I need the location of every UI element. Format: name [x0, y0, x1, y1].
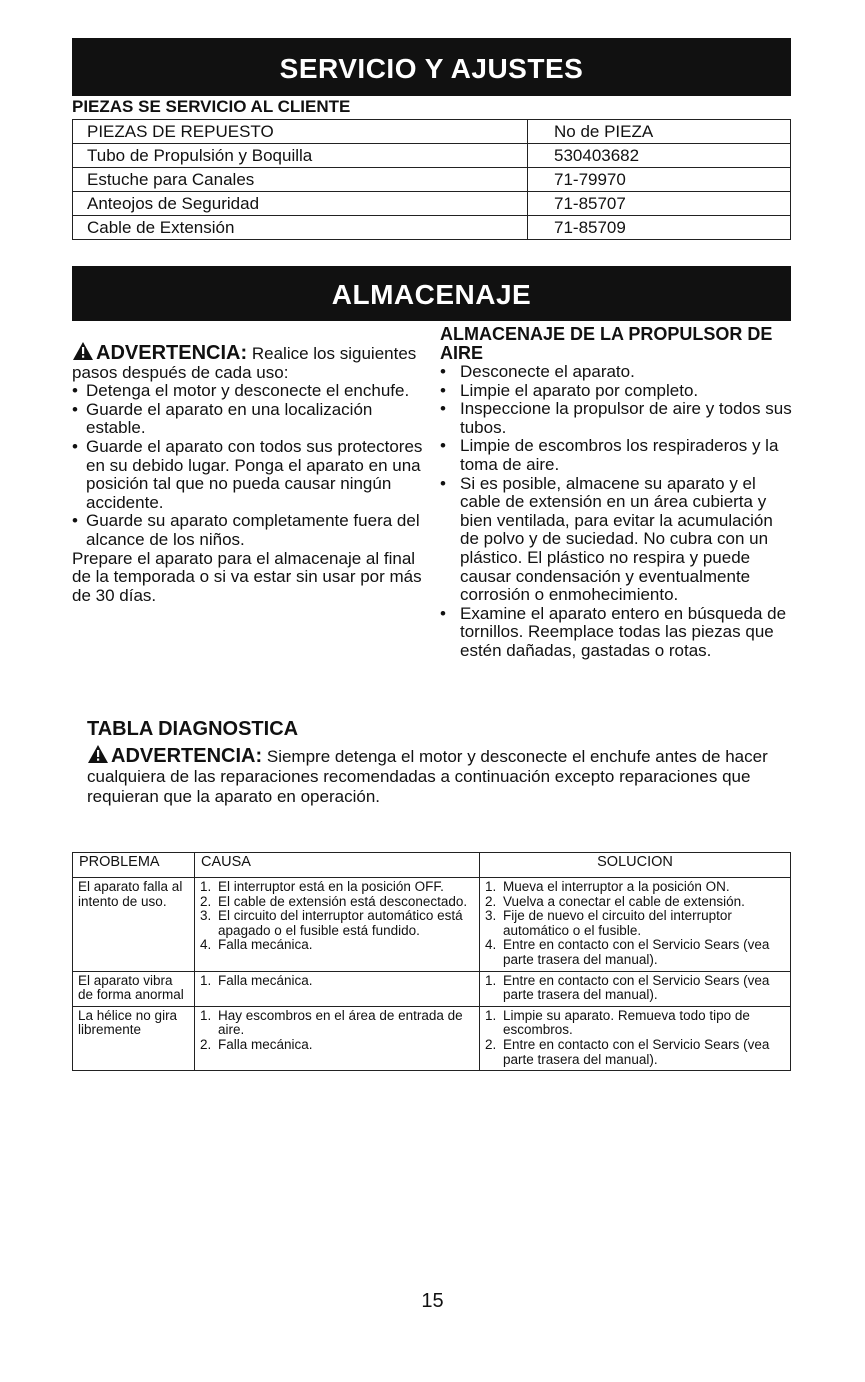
blower-storage-heading: ALMACENAJE DE LA PROPULSOR DE AIRE	[440, 324, 773, 363]
warning-triangle-icon	[72, 341, 94, 361]
part-name: Tubo de Propulsión y Boquilla	[73, 144, 528, 168]
warning-text: Siempre detenga el motor y desconecte el enchufe antes de hacer cualquiera de las reparaciones recomendadas a continuación excepto reparaciones que requieran que la aparato en operación.	[87, 747, 768, 806]
problem-cell: El aparato vibra de forma anormal	[73, 971, 195, 1006]
list-item: • Examine el aparato entero en búsqueda de tornillos. Reemplace todas las piezas que estén dañadas, gastadas o rotas.	[440, 605, 795, 661]
diagnostic-table	[72, 852, 791, 1071]
list-item: • Guarde el aparato con todos sus protectores en su debido lugar. Ponga el aparato en una posición tal que no pueda causar ningún accidente.	[72, 438, 432, 512]
page-number: 15	[421, 1290, 444, 1312]
warning-label: ADVERTENCIA:	[111, 745, 263, 767]
blower-storage-column	[440, 325, 795, 661]
blower-storage-list	[440, 363, 795, 661]
solution-cell	[480, 1006, 791, 1070]
cause-cell	[195, 971, 480, 1006]
problem-cell: La hélice no gira libremente	[73, 1006, 195, 1070]
part-number: 71-85709	[528, 216, 791, 240]
section-banner-storage: ALMACENAJE	[72, 266, 791, 321]
parts-header-name: PIEZAS DE REPUESTO	[73, 120, 528, 144]
list-item: • Limpie el aparato por completo.	[440, 382, 795, 401]
part-number: 71-85707	[528, 192, 791, 216]
list-item: 2. Falla mecánica.	[200, 1036, 313, 1052]
warning-label: ADVERTENCIA:	[96, 342, 248, 364]
storage-steps-list	[72, 382, 432, 549]
warning-text: Realice los siguientes pasos después de cada uso:	[72, 344, 417, 382]
solution-cell	[480, 878, 791, 972]
list-item: 4. Entre en contacto con el Servicio Sears (vea parte trasera del manual).	[485, 937, 770, 967]
column-header-problem: PROBLEMA	[73, 853, 195, 878]
list-item: 4. Falla mecánica.	[200, 937, 313, 953]
part-number: 530403682	[528, 144, 791, 168]
diagnostic-header-row	[73, 853, 791, 878]
table-row	[73, 1006, 791, 1070]
list-item: • Desconecte el aparato.	[440, 363, 795, 382]
part-name: Cable de Extensión	[73, 216, 528, 240]
list-item: • Limpie de escombros los respiraderos y la toma de aire.	[440, 437, 795, 474]
table-row	[73, 971, 791, 1006]
list-item: 1. Limpie su aparato. Remueva todo tipo de escombros.	[485, 1007, 750, 1038]
list-item: 1. El interruptor está en la posición OFF.	[200, 879, 444, 894]
list-item: • Inspeccione la propulsor de aire y todos sus tubos.	[440, 400, 795, 437]
cause-cell	[195, 1006, 480, 1070]
storage-warning	[72, 341, 432, 382]
parts-row	[73, 192, 791, 216]
column-header-solution: SOLUCION	[480, 853, 791, 878]
section-banner-service: SERVICIO Y AJUSTES	[72, 38, 791, 96]
problem-cell: El aparato falla al intento de uso.	[73, 878, 195, 972]
list-item: 3. Fije de nuevo el circuito del interruptor automático o el fusible.	[485, 908, 732, 938]
list-item: • Guarde el aparato en una localización estable.	[72, 401, 432, 438]
list-item: 1. Falla mecánica.	[200, 972, 313, 988]
solution-cell	[480, 971, 791, 1006]
list-item: 2. El cable de extensión está desconectado.	[200, 893, 468, 909]
part-name: Anteojos de Seguridad	[73, 192, 528, 216]
table-row	[73, 878, 791, 972]
column-header-cause: CAUSA	[195, 853, 480, 878]
part-number: 71-79970	[528, 168, 791, 192]
list-item: • Detenga el motor y desconecte el enchufe.	[72, 382, 432, 401]
storage-closing-text: Prepare el aparato para el almacenaje al final de la temporada o si va estar sin usar por más de 30 días.	[72, 548, 422, 605]
list-item: 2. Vuelva a conectar el cable de extensión.	[485, 893, 745, 909]
list-item: 1. Mueva el interruptor a la posición ON.	[485, 879, 730, 894]
list-item: 1. Entre en contacto con el Servicio Sears (vea parte trasera del manual).	[485, 972, 770, 1003]
list-item: 2. Entre en contacto con el Servicio Sears (vea parte trasera del manual).	[485, 1036, 770, 1067]
parts-header-number: No de PIEZA	[528, 120, 791, 144]
parts-table	[72, 119, 791, 240]
list-item: • Si es posible, almacene su aparato y el cable de extensión en un área cubierta y bien ventilada, para evitar la acumulación de polvo y de suciedad. No cubra con un plástico. El plástico no respira y puede causar condensación y eventualmente corrosión o enmohecimiento.	[440, 475, 795, 605]
warning-triangle-icon	[87, 744, 109, 764]
part-name: Estuche para Canales	[73, 168, 528, 192]
cause-cell	[195, 878, 480, 972]
list-item: 1. Hay escombros en el área de entrada de aire.	[200, 1007, 463, 1038]
diagnostic-heading: TABLA DIAGNOSTICA	[87, 718, 299, 740]
diagnostic-warning	[87, 744, 787, 807]
parts-row	[73, 216, 791, 240]
parts-row	[73, 144, 791, 168]
parts-header-row	[73, 120, 791, 144]
storage-warning-column	[72, 341, 432, 605]
list-item: 3. El circuito del interruptor automático está apagado o el fusible está fundido.	[200, 908, 463, 938]
parts-row	[73, 168, 791, 192]
parts-heading: PIEZAS SE SERVICIO AL CLIENTE	[72, 97, 351, 116]
list-item: • Guarde su aparato completamente fuera del alcance de los niños.	[72, 512, 432, 549]
